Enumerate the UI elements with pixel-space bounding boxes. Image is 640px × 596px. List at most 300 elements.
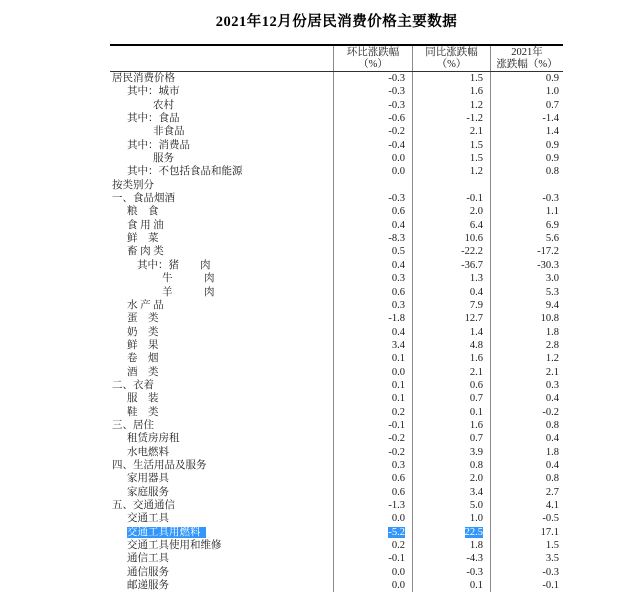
value-text: 2.1 [469,366,483,378]
value-text: 9.4 [545,299,559,311]
table-row [110,472,563,485]
value-text: 4.8 [469,339,483,351]
value-text: 0.9 [545,73,559,84]
header-year-line1: 2021年 [511,47,543,58]
table-row [110,99,563,112]
table-row [110,299,563,312]
row-label-cell [110,432,333,445]
row-value-mom [333,299,412,312]
row-value-year [490,486,563,499]
value-text: 3.4 [391,339,405,351]
table-row [110,566,563,579]
row-label-cell [110,352,333,365]
value-text: 5.3 [545,286,559,298]
row-value-year [490,165,563,178]
value-text: 1.5 [469,73,483,84]
row-label-cell [110,312,333,325]
row-label-text: 非食品 [153,126,185,138]
row-value-year [490,245,563,258]
page-title: 2021年12月份居民消费价格主要数据 [215,14,458,30]
table-row [110,219,563,232]
row-label-text: 其中：食品 [127,113,180,125]
row-value-year [490,392,563,405]
row-value-year [490,272,563,285]
value-text: 10.8 [540,313,559,325]
row-label-text: 牛 肉 [162,273,215,285]
row-label-cell [110,499,333,512]
row-label-text: 家用器具 [127,473,169,485]
row-value-year [490,112,563,125]
value-text: 4.1 [545,500,559,511]
row-label-cell [110,326,333,339]
value-text: 2.1 [545,366,559,378]
row-label-text: 三、居住 [112,419,154,431]
row-label-cell [110,446,333,459]
row-value-yoy [412,179,490,192]
row-value-year [490,139,563,152]
value-text: -0.2 [542,406,559,418]
row-label-text: 家庭服务 [127,486,169,498]
row-value-mom [333,72,412,85]
table-row [110,312,563,325]
value-text: 0.6 [391,473,405,485]
value-text: -0.5 [542,513,559,525]
row-value-year [490,432,563,445]
row-label-text: 通信工具 [127,553,169,565]
value-text: -0.2 [388,433,405,445]
row-value-yoy [412,446,490,459]
value-text: 1.2 [469,166,483,178]
row-value-mom [333,512,412,525]
value-text: 0.3 [545,379,559,391]
row-value-yoy [412,326,490,339]
header-year-line2: 涨跌幅（%） [496,58,558,70]
row-value-yoy [412,312,490,325]
row-label-text: 卷 烟 [127,353,159,365]
value-text: 0.9 [545,139,559,151]
value-text: 0.1 [391,379,405,391]
table-row [110,552,563,565]
header-yoy-line1: 同比涨跌幅 [425,47,478,58]
row-value-year [490,379,563,392]
value-text: 0.4 [391,259,405,271]
row-value-mom [333,99,412,112]
row-value-year [490,539,563,552]
value-text: 0.4 [391,326,405,338]
row-value-mom [333,539,412,552]
row-label-text: 交通工具用燃料 [127,527,206,538]
value-text: -0.3 [388,73,405,84]
table-row [110,366,563,379]
row-value-mom [333,245,412,258]
row-value-yoy [412,299,490,312]
row-value-yoy [412,139,490,152]
value-text: 0.2 [391,540,405,552]
row-value-mom [333,352,412,365]
value-text: 0.3 [391,273,405,285]
row-value-year [490,326,563,339]
value-text: -0.3 [388,86,405,98]
header-yoy-line2: （%） [436,58,467,70]
value-text: 0.8 [545,419,559,431]
row-label-text: 四、生活用品及服务 [112,459,207,471]
row-value-yoy [412,392,490,405]
row-value-yoy [412,499,490,512]
table-row [110,446,563,459]
row-value-year [490,179,563,192]
row-label-text: 粮 食 [127,206,159,218]
value-text: 1.6 [469,419,483,431]
row-value-mom [333,459,412,472]
value-text: 12.7 [464,313,483,325]
value-text: 0.1 [391,393,405,405]
row-label-cell [110,579,333,592]
value-text: 0.0 [391,366,405,378]
row-value-mom [333,165,412,178]
row-value-mom [333,499,412,512]
table-row [110,579,563,592]
row-value-year [490,259,563,272]
table-row [110,379,563,392]
row-label-text: 畜 肉 类 [127,246,164,258]
value-text: -0.3 [466,566,483,578]
row-value-mom [333,192,412,205]
row-label-cell [110,219,333,232]
row-label-cell [110,139,333,152]
row-value-mom [333,566,412,579]
value-text: 10.6 [464,233,483,245]
table-row [110,112,563,125]
value-text: 0.8 [545,473,559,485]
value-text: -0.3 [388,193,405,205]
table-row [110,432,563,445]
row-label-text: 二、衣着 [112,379,154,391]
table-row [110,152,563,165]
row-label-text: 奶 类 [127,326,159,338]
row-value-year [490,125,563,138]
value-text: 0.8 [545,166,559,178]
row-label-cell [110,125,333,138]
row-label-text: 水电燃料 [127,446,169,458]
table-row [110,512,563,525]
row-value-year [490,459,563,472]
row-label-text: 酒 类 [127,366,159,378]
row-label-cell [110,72,333,85]
value-text: 1.8 [469,540,483,552]
row-label-text: 鞋 类 [127,406,159,418]
row-label-text: 水 产 品 [127,299,164,311]
row-value-mom [333,419,412,432]
row-value-yoy [412,566,490,579]
row-value-year [490,352,563,365]
row-label-cell [110,512,333,525]
row-value-yoy [412,112,490,125]
value-text: 0.7 [469,433,483,445]
row-value-year [490,85,563,98]
row-value-mom [333,112,412,125]
value-text: -0.1 [388,553,405,565]
value-text: 7.9 [469,299,483,311]
row-label-cell [110,232,333,245]
value-text: -4.3 [466,553,483,565]
row-label-cell [110,192,333,205]
value-text: 0.0 [391,153,405,165]
header-mom-line1: 环比涨跌幅 [346,47,400,58]
value-text: 1.0 [545,86,559,98]
row-label-text: 其中：消费品 [127,139,190,151]
value-text: 5.0 [469,500,483,511]
row-value-yoy [412,459,490,472]
value-text: 3.9 [469,446,483,458]
row-label-cell [110,406,333,419]
header-cell-yoy [412,46,490,71]
value-text: -0.1 [542,580,559,592]
value-text: 1.5 [469,139,483,151]
value-text: 2.1 [469,126,483,138]
value-text: 17.1 [540,526,559,538]
row-label-text: 其中：不包括食品和能源 [127,166,243,178]
value-text: 1.4 [469,326,483,338]
value-text: -1.3 [388,500,405,511]
table-row [110,232,563,245]
row-value-yoy [412,165,490,178]
row-value-year [490,286,563,299]
row-label-cell [110,459,333,472]
row-value-year [490,406,563,419]
row-label-cell [110,419,333,432]
row-value-year [490,219,563,232]
row-label-cell [110,379,333,392]
row-value-yoy [412,232,490,245]
header-cell-empty [110,46,333,71]
row-value-year [490,512,563,525]
table-row [110,499,563,512]
row-value-yoy [412,579,490,592]
table-row [110,272,563,285]
row-value-mom [333,179,412,192]
row-value-yoy [412,72,490,85]
table-row [110,459,563,472]
row-label-text: 蛋 类 [127,313,159,325]
table-row [110,326,563,339]
row-label-cell [110,259,333,272]
row-value-yoy [412,339,490,352]
value-text: 0.4 [469,286,483,298]
table-row [110,486,563,499]
value-text: -0.1 [466,193,483,205]
row-value-mom [333,392,412,405]
row-label-text: 租赁房房租 [127,433,180,445]
row-label-text: 农村 [153,99,174,111]
value-text: -17.2 [537,246,559,258]
header-cell-mom [333,46,412,71]
row-value-year [490,99,563,112]
value-text: -0.4 [388,139,405,151]
value-text: 1.0 [469,513,483,525]
table-row [110,72,563,85]
row-value-year [490,205,563,218]
value-text: 0.3 [391,299,405,311]
value-text: 3.0 [545,273,559,285]
value-text: -0.2 [388,446,405,458]
value-text: 0.4 [391,219,405,231]
value-text: 1.3 [469,273,483,285]
row-value-mom [333,379,412,392]
row-value-yoy [412,85,490,98]
table-row [110,339,563,352]
value-text: 22.5 [464,526,483,538]
row-value-mom [333,232,412,245]
row-value-year [490,446,563,459]
value-text: 1.8 [545,446,559,458]
table-row [110,539,563,552]
table-row [110,205,563,218]
value-text: -22.2 [461,246,483,258]
value-text: 0.2 [391,406,405,418]
row-value-yoy [412,245,490,258]
value-text: 6.9 [545,219,559,231]
row-value-mom [333,312,412,325]
row-value-mom [333,552,412,565]
row-value-mom [333,85,412,98]
row-value-mom [333,579,412,592]
row-value-mom [333,152,412,165]
row-value-yoy [412,125,490,138]
table-row [110,526,563,539]
row-value-mom [333,486,412,499]
row-value-year [490,232,563,245]
table-row [110,406,563,419]
table-row [110,192,563,205]
row-value-mom [333,219,412,232]
row-label-text: 交通工具 [127,513,169,525]
value-text: -0.3 [542,566,559,578]
row-label-text: 其中：猪 肉 [137,259,211,271]
row-label-text: 食 用 油 [127,219,164,231]
value-text: -1.4 [542,113,559,125]
row-value-year [490,192,563,205]
value-text: -0.3 [388,99,405,111]
row-value-year [490,552,563,565]
row-label-text: 居民消费价格 [112,73,175,84]
value-text: 0.1 [469,406,483,418]
row-value-yoy [412,432,490,445]
row-value-mom [333,526,412,539]
row-value-yoy [412,219,490,232]
row-value-year [490,526,563,539]
row-value-year [490,579,563,592]
value-text: 0.5 [391,246,405,258]
value-text: 1.6 [469,353,483,365]
table-row [110,392,563,405]
row-value-year [490,366,563,379]
value-text: -1.2 [466,113,483,125]
row-label-text: 通信服务 [127,566,169,578]
row-value-yoy [412,152,490,165]
row-value-mom [333,406,412,419]
value-text: 0.6 [391,486,405,498]
row-label-text: 鲜 果 [127,339,159,351]
row-value-yoy [412,512,490,525]
row-value-yoy [412,419,490,432]
row-label-cell [110,179,333,192]
row-label-cell [110,165,333,178]
row-label-cell [110,339,333,352]
row-label-cell [110,552,333,565]
table-row [110,286,563,299]
value-text: -0.2 [388,126,405,138]
row-label-cell [110,112,333,125]
row-label-cell [110,205,333,218]
value-text: 3.5 [545,553,559,565]
row-value-year [490,299,563,312]
row-value-mom [333,205,412,218]
value-text: 0.0 [391,580,405,592]
value-text: -0.6 [388,113,405,125]
row-label-text: 一、食品烟酒 [112,193,175,205]
row-label-cell [110,245,333,258]
table-row [110,245,563,258]
value-text: 0.6 [391,286,405,298]
table-row [110,179,563,192]
value-text: 0.1 [391,353,405,365]
row-label-text: 按类别分 [112,179,154,191]
value-text: 0.3 [391,459,405,471]
row-value-mom [333,326,412,339]
row-value-mom [333,139,412,152]
row-value-year [490,152,563,165]
value-text: 0.4 [545,459,559,471]
row-value-yoy [412,552,490,565]
row-value-year [490,312,563,325]
row-value-mom [333,472,412,485]
row-value-mom [333,286,412,299]
row-value-mom [333,432,412,445]
row-value-yoy [412,486,490,499]
row-label-cell [110,526,333,539]
value-text: 1.6 [469,86,483,98]
row-label-text: 交通工具使用和维修 [127,540,222,552]
row-value-mom [333,366,412,379]
value-text: 5.6 [545,233,559,245]
row-value-yoy [412,286,490,299]
row-label-cell [110,539,333,552]
row-label-text: 鲜 菜 [127,233,159,245]
table-row [110,259,563,272]
row-label-cell [110,392,333,405]
row-value-yoy [412,539,490,552]
value-text: -36.7 [461,259,483,271]
row-label-text: 服 装 [127,393,159,405]
value-text: 2.0 [469,206,483,218]
row-label-text: 羊 肉 [162,286,215,298]
table-row [110,125,563,138]
row-label-cell [110,486,333,499]
row-label-cell [110,472,333,485]
value-text: 0.8 [469,459,483,471]
row-value-mom [333,339,412,352]
row-label-text: 其中：城市 [127,86,180,98]
value-text: 1.8 [545,326,559,338]
row-label-cell [110,566,333,579]
row-value-year [490,472,563,485]
row-label-cell [110,366,333,379]
row-label-text: 服务 [153,153,174,165]
value-text: 2.8 [545,339,559,351]
value-text: -5.2 [388,526,405,538]
value-text: 1.4 [545,126,559,138]
row-value-mom [333,272,412,285]
